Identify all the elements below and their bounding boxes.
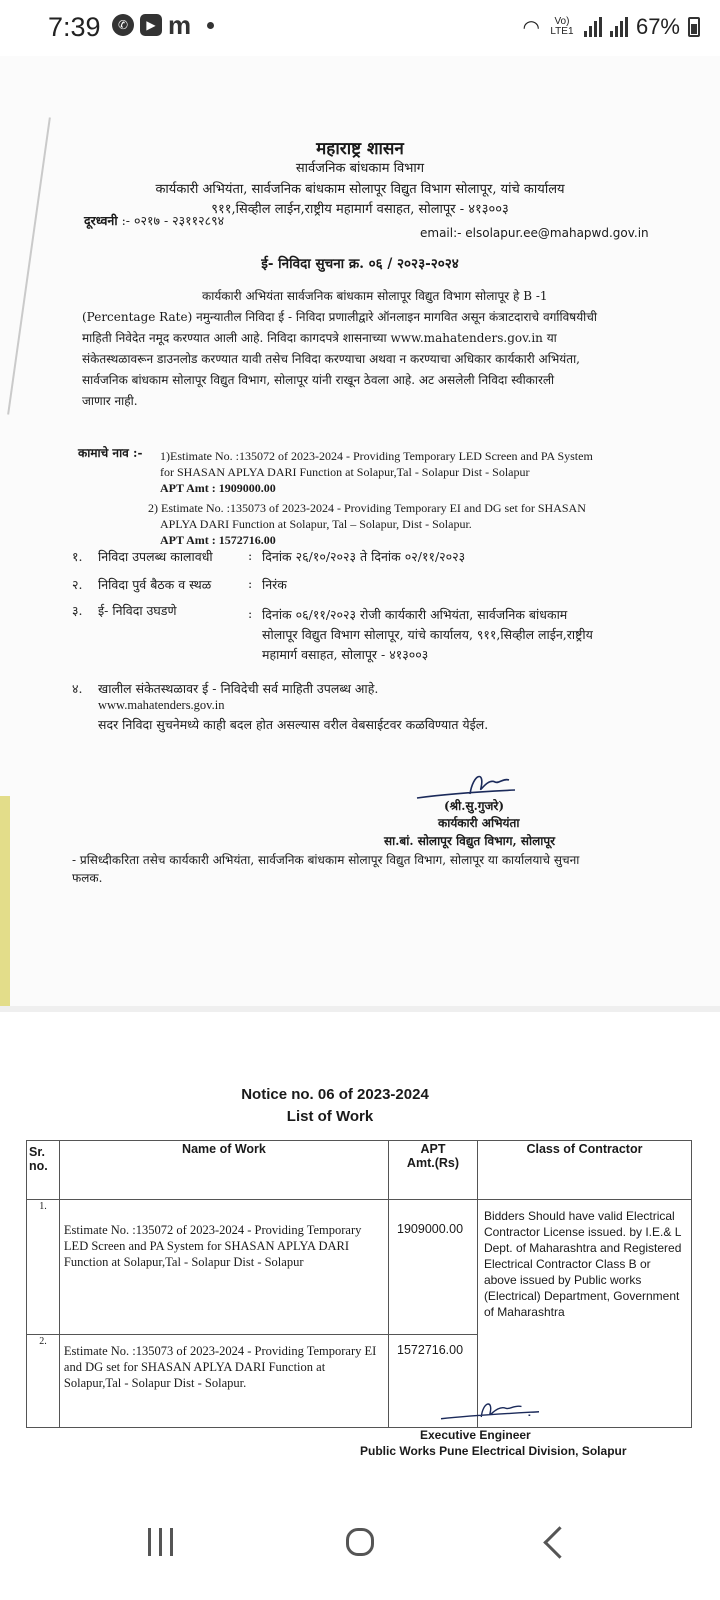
list-of-work-title: List of Work [286, 1108, 374, 1125]
back-icon [543, 1526, 576, 1559]
m-icon: m [168, 10, 192, 40]
para-line: कार्यकारी अभियंता सार्वजनिक बांधकाम सोलापूर विद्युत विभाग सोलापूर हे B -1 [202, 289, 548, 303]
signatory-name: (श्री.सु.गुजरे) [444, 799, 504, 813]
publication-note: - प्रसिध्दीकरिता तसेच कार्यकारी अभियंता, सार्वजनिक बांधकाम सोलापूर विद्युत विभाग, सोलापूर या कार्यालयाचे सुचना फलक. [72, 853, 580, 885]
row-amt: 1572716.00 [389, 1335, 478, 1428]
office-address: ९११,सिव्हील लाईन,राष्ट्रीय महामार्ग वसाहत, सोलापूर - ४१३००३ [211, 202, 509, 217]
status-time: 7:39 [48, 12, 101, 42]
para-line: (Percentage Rate) नमुन्यातील निविदा ई - निविदा प्रणालीद्वारे ऑनलाइन मागवित असून कंत्राटदाराचे वर्गाविषयीची [82, 310, 598, 324]
row-sr: 2. [27, 1335, 60, 1428]
schedule-value-3: महामार्ग वसाहत, सोलापूर - ४१३००३ [262, 647, 429, 662]
notice-paragraph [82, 286, 630, 412]
work-line: for SHASAN APLYA DARI Function at Solapur,Tal - Solapur Dist - Solapur [160, 465, 530, 479]
schedule-num: २. [72, 577, 83, 592]
work-line: 2) Estimate No. :135073 of 2023-2024 - Providing Temporary EI and DG set for SHASAN [148, 501, 586, 515]
para-line: संकेतस्थळावरून डाउनलोड करण्यात यावी तसेच निविदा करण्याचा अथवा न करण्याचा अधिकार कार्यकारी अभियंता, [82, 352, 580, 366]
work-label: कामाचे नाव :- [78, 446, 143, 460]
col-amt [389, 1141, 478, 1200]
website-url: www.mahatenders.gov.in [98, 698, 225, 712]
schedule-num: ३. [72, 603, 83, 618]
col-sr [27, 1141, 60, 1200]
item4-num: ४. [72, 681, 83, 696]
scan-edge [0, 796, 10, 1016]
dot-icon [207, 22, 214, 29]
executive-engineer: Executive Engineer [420, 1428, 531, 1442]
work-item-1 [160, 448, 630, 496]
item4-text: खालील संकेतस्थळावर ई - निविदेची सर्व माहिती उपलब्ध आहे. [98, 681, 379, 696]
para-line: माहिती निवेदेत नमूद करण्यात आली आहे. निविदा कागदपत्रे शासनाच्या www.mahatenders.gov.in या [82, 331, 557, 345]
row-sr: 1. [27, 1200, 60, 1335]
dept-name: सार्वजनिक बांधकाम विभाग [295, 161, 425, 176]
whatsapp-icon: ✆ [112, 14, 134, 36]
recent-apps-button[interactable] [130, 1518, 190, 1566]
notice-title-en: Notice no. 06 of 2023-2024 [241, 1086, 429, 1103]
back-button[interactable] [524, 1518, 584, 1566]
work-amount: APT Amt : 1572716.00 [160, 533, 276, 547]
navigation-bar [0, 1490, 720, 1600]
work-line: APLYA DARI Function at Solapur, Tal – Solapur, Dist - Solapur. [160, 517, 472, 531]
para-line: जाणार नाही. [82, 394, 138, 408]
gov-title: महाराष्ट्र शासन [316, 139, 404, 159]
schedule-sep: : [248, 606, 253, 621]
phone-line [84, 212, 224, 229]
home-button[interactable] [330, 1518, 390, 1566]
schedule-value: दिनांक ०६/११/२०२३ रोजी कार्यकारी अभियंता, सार्वजनिक बांधकाम [262, 607, 568, 622]
battery-text: 67% [635, 14, 680, 39]
schedule-label: ई- निविदा उघडणे [98, 603, 177, 618]
division-name: Public Works Pune Electrical Division, Solapur [360, 1444, 627, 1458]
work-line: 1)Estimate No. :135072 of 2023-2024 - Providing Temporary LED Screen and PA System [160, 449, 593, 463]
notification-icons [112, 10, 214, 40]
col-name: Name of Work [59, 1141, 388, 1200]
row-name: Estimate No. :135073 of 2023-2024 - Providing Temporary EI and DG set for SHASAN APLYA DARI Function at Solapur,Tal - Solapur Dist - Solapur. [59, 1335, 388, 1428]
phone-number: :- ०२१७ - २३११२८९४ [121, 213, 225, 228]
wifi-icon: ◠ [522, 15, 540, 39]
para-line: सार्वजनिक बांधकाम सोलापूर विद्युत विभाग, सोलापूर यांनी राखून ठेवला आहे. अट असलेली निविदा स्वीकारली [82, 373, 555, 387]
schedule-value: निरंक [262, 577, 287, 592]
email-line: email:- elsolapur.ee@mahapwd.gov.in [420, 226, 649, 240]
col-class: Class of Contractor [477, 1141, 691, 1200]
table-header-row [27, 1141, 692, 1200]
schedule-sep: : [248, 548, 253, 563]
signatory-title: कार्यकारी अभियंता [438, 816, 520, 830]
signal-icon [584, 17, 602, 37]
phone-label: दूरध्वनी [84, 213, 118, 228]
document-page-2 [0, 1012, 720, 1512]
system-icons [523, 14, 701, 40]
schedule-label: निविदा उपलब्ध कालावधी [98, 549, 213, 564]
signature-scribble-2 [430, 1396, 550, 1424]
row-amt: 1909000.00 [389, 1200, 478, 1335]
table-row [27, 1200, 692, 1335]
status-bar [0, 0, 720, 56]
work-amount: APT Amt : 1909000.00 [160, 481, 276, 495]
item4-note: सदर निविदा सुचनेमध्ये काही बदल होत असल्यास वरील वेबसाईटवर कळविण्यात येईल. [98, 717, 489, 732]
recent-apps-icon [148, 1528, 173, 1556]
youtube-icon: ▶ [140, 14, 162, 36]
work-item-2 [148, 500, 618, 548]
col-sr-line1: Sr. [29, 1145, 45, 1159]
document-page-1 [0, 56, 720, 1006]
lte-label: Vo) LTE1 [550, 16, 574, 37]
schedule-value-2: सोलापूर विद्युत विभाग सोलापूर, यांचे कार्यालय, ९११,सिव्हील लाईन,राष्ट्रीय [262, 627, 593, 642]
schedule-sep: : [248, 576, 253, 591]
col-amt-line1: APT [420, 1142, 446, 1156]
schedule-label: निविदा पुर्व बैठक व स्थळ [98, 577, 212, 592]
home-icon [346, 1528, 374, 1556]
battery-icon [688, 17, 700, 37]
signal-icon-2 [610, 17, 628, 37]
schedule-num: १. [72, 549, 83, 564]
row-class: Bidders Should have valid Electrical Contractor License issued. by I.E.& L Dept. of Maharashtra and Registered Electrical Contractor Class B or above issued by Public works (Electrical) Department, Government of Maharashtra [477, 1200, 691, 1428]
notice-number: ई- निविदा सुचना क्र. ०६ / २०२३-२०२४ [261, 256, 459, 272]
row-name: Estimate No. :135072 of 2023-2024 - Providing Temporary LED Screen and PA System for SHASAN APLYA DARI Function at Solapur,Tal - Solapur Dist - Solapur [59, 1200, 388, 1335]
office-name: कार्यकारी अभियंता, सार्वजनिक बांधकाम सोलापूर विद्युत विभाग सोलापूर, यांचे कार्यालय [155, 182, 565, 197]
schedule-value: दिनांक २६/१०/२०२३ ते दिनांक ०२/११/२०२३ [262, 549, 466, 564]
col-sr-line2: no. [29, 1159, 48, 1173]
signatory-office: सा.बां. सोलापूर विद्युत विभाग, सोलापूर [384, 834, 556, 848]
col-amt-line2: Amt.(Rs) [406, 1156, 460, 1170]
works-table [26, 1140, 692, 1428]
